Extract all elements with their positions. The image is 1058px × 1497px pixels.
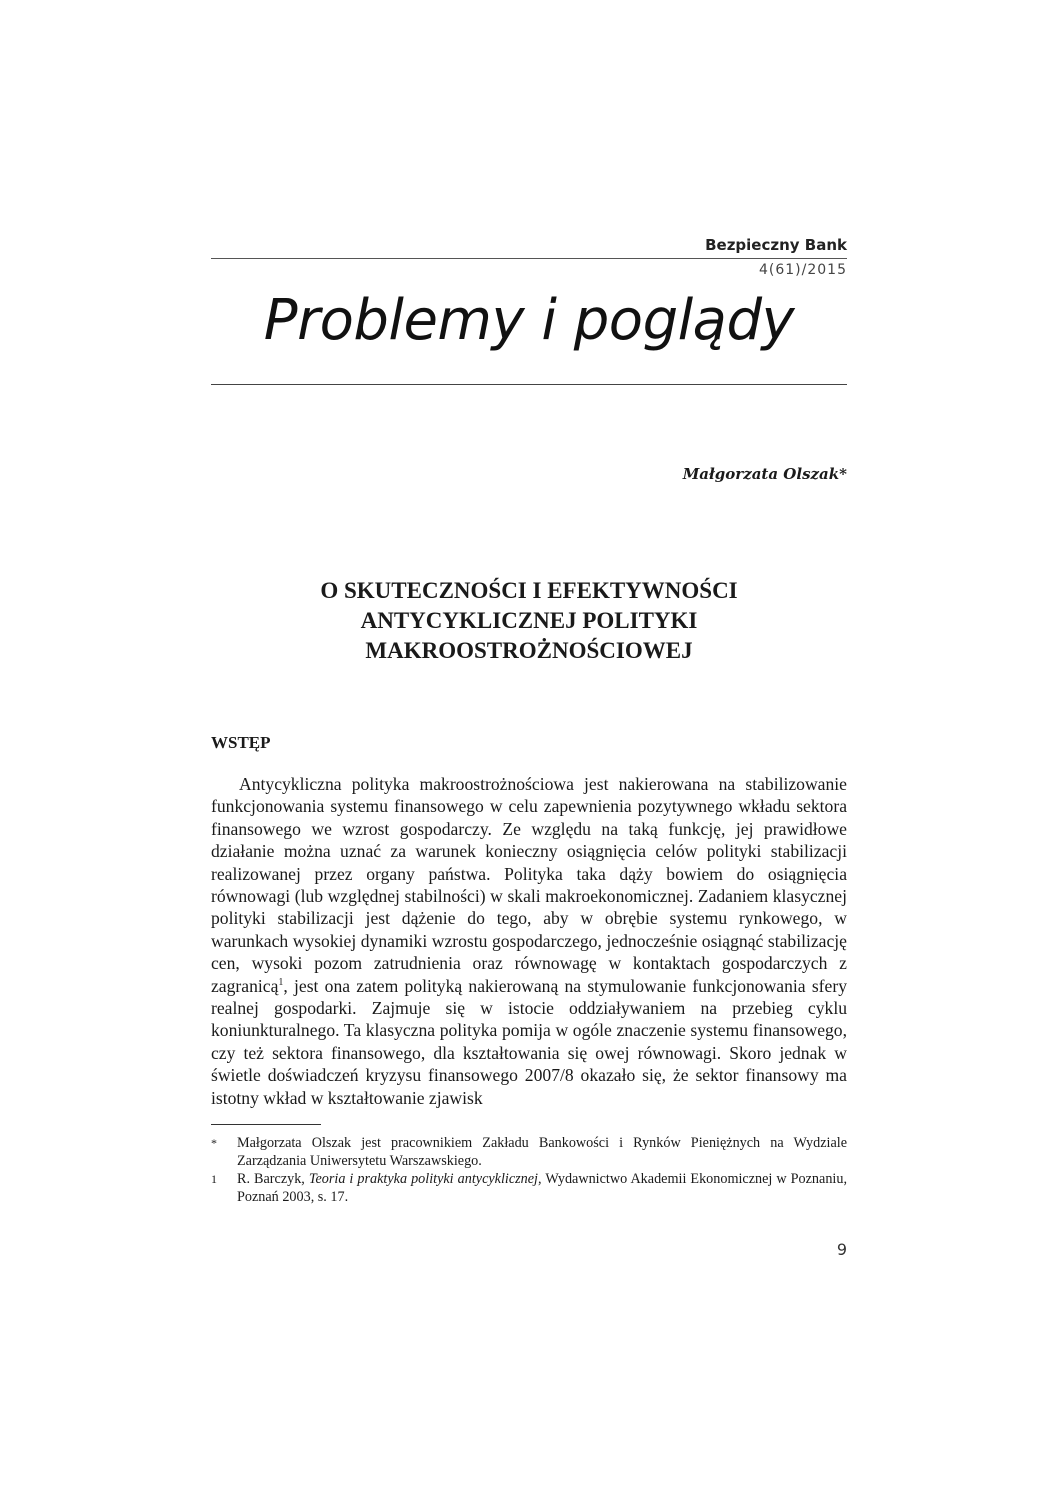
footnote-rule [211, 1124, 321, 1125]
footnote-text [237, 1170, 847, 1206]
footnotes [211, 1134, 847, 1206]
paragraph-text: , jest ona zatem polityką nakierowaną na stymulowanie funkcjonowania sfery realnej gospodarki. Zajmuje się w istocie oddziaływaniem na przebieg cyklu koniunkturalnego. Ta klasyczna polityka pomija w ogóle znaczenie systemu finansowego, czy też sektora finansowego, dla kształtowania się owej równowagi. Skoro jednak w świetle doświadczeń kryzysu finansowego 2007/8 okazało się, że sektor finansowy ma istotny wkład w kształtowanie zjawisk [211, 975, 847, 1108]
title-line: ANTYCYKLICZNEJ POLITYKI [360, 608, 698, 633]
footnote [211, 1134, 847, 1170]
section-title: Problemy i poglądy [263, 288, 795, 353]
title-line: O SKUTECZNOŚCI I EFEKTYWNOŚCI [320, 578, 738, 603]
header-rule [211, 258, 847, 259]
footnote-mark: 1 [211, 1172, 217, 1186]
journal-name: Bezpieczny Bank [705, 236, 847, 254]
section-rule [211, 384, 847, 385]
author: Małgorzata Olszak* [682, 465, 847, 483]
citation-author: R. Barczyk, [237, 1171, 309, 1187]
citation-title: Teoria i praktyka polityki antycyklicznej [308, 1171, 538, 1187]
issue-number: 4(61)/2015 [759, 262, 847, 278]
article-title [211, 576, 847, 666]
section-heading: WSTĘP [211, 733, 271, 752]
page-number: 9 [836, 1240, 847, 1259]
citation-publisher: , Wydawnictwo Akademii Ekonomicznej w Poznaniu, Poznań 2003, s. 17. [237, 1171, 848, 1205]
footnote-mark: * [211, 1136, 217, 1150]
paragraph-text: Antycykliczna polityka makroostrożnościowa jest nakierowana na stabilizowanie funkcjonowania systemu finansowego w celu zapewnienia pozytywnego wkładu sektora finansowego we wzrost gospodarczy. Ze względu na taką funkcję, jej prawidłowe działanie można uznać za warunek konieczny osiągnięcia celów polityki stabilizacji realizowanej przez organy państwa. Polityka taka dąży bowiem do osiągnięcia równowagi (lub względnej stabilności) w skali makroekonomicznej. Zadaniem klasycznej polityki stabilizacji jest dążenie do tego, aby w obrębie systemu rynkowego, w warunkach wysokiej dynamiki wzrostu gospodarczego, jednocześnie osiągnąć stabilizację cen, wysoki pozom zatrudnienia oraz równowagę w kontaktach gospodarczych z zagranicą [211, 774, 847, 996]
footnote [211, 1170, 847, 1206]
footnote-reference[interactable]: 1 [278, 976, 284, 988]
title-line: MAKROOSTROŻNOŚCIOWEJ [365, 638, 693, 663]
body-paragraph [211, 773, 847, 1109]
footnote-text: Małgorzata Olszak jest pracownikiem Zakładu Bankowości i Rynków Pieniężnych na Wydziale Zarządzania Uniwersytetu Warszawskiego. [237, 1135, 847, 1169]
